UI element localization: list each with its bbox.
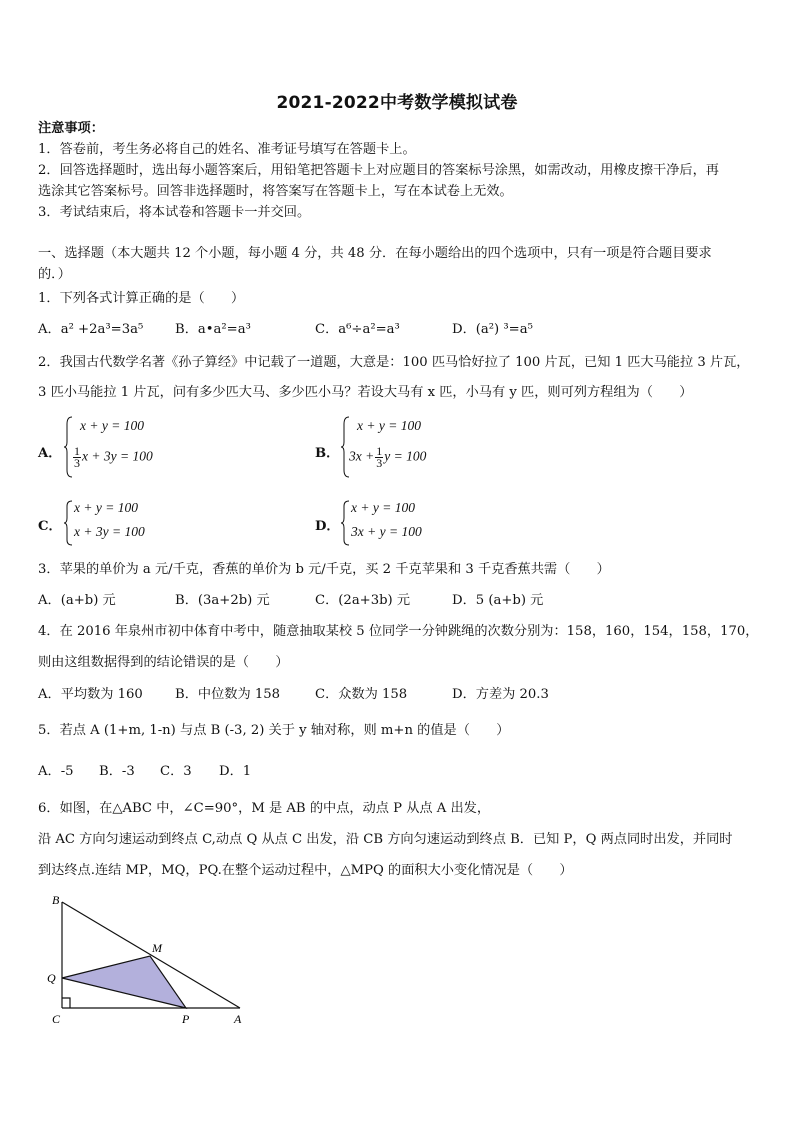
label-p: P	[182, 1012, 190, 1026]
q4-stem-line-2: 则由这组数据得到的结论错误的是（ ）	[38, 655, 289, 670]
q3-option-d: D．5 (a+b) 元	[452, 593, 544, 608]
q5-option-d: D．1	[219, 764, 252, 779]
q3-option-b: B．(3a+2b) 元	[175, 593, 270, 608]
notes-heading: 注意事项：	[38, 121, 104, 136]
mpq-shaded-triangle	[62, 956, 186, 1008]
q3-option-a: A．(a+b) 元	[38, 593, 116, 608]
q2-option-c	[38, 498, 288, 562]
q2-a-eq2: $\frac{1}{3}$ x + 3y = 100	[74, 444, 153, 470]
q5-option-c: C．3	[160, 764, 192, 779]
q2-option-b	[315, 416, 565, 480]
brace-icon	[341, 500, 351, 546]
triangle-figure	[40, 890, 260, 1030]
q1-option-b: B．a•a²=a³	[175, 322, 251, 337]
q2-option-a	[38, 416, 288, 480]
q2-b-eq1: x + y = 100	[357, 418, 421, 433]
q2-stem-line-1: 2．我国古代数学名著《孙子算经》中记载了一道题，大意是：100 匹马恰好拉了 100 片瓦，已知 1 匹大马能拉 3 片瓦，	[38, 355, 750, 370]
q2-option-d-label: D．	[315, 519, 340, 534]
section-heading-line-1: 一、选择题（本大题共 12 个小题，每小题 4 分，共 48 分．在每小题给出的四个选项中，只有一项是符合题目要求	[38, 246, 712, 261]
label-q: Q	[47, 971, 56, 985]
q2-option-a-label: A．	[38, 446, 62, 461]
q3-option-c: C．(2a+3b) 元	[315, 593, 411, 608]
q2-a-eq1: x + y = 100	[80, 418, 144, 433]
q2-option-b-label: B．	[315, 446, 340, 461]
q4-option-a: A．平均数为 160	[38, 687, 143, 702]
q4-option-c: C．众数为 158	[315, 687, 408, 702]
q6-stem-line-2: 沿 AC 方向匀速运动到终点 C,动点 Q 从点 C 出发，沿 CB 方向匀速运动到终点 B．已知 P，Q 两点同时出发，并同时	[38, 832, 733, 847]
label-m: M	[152, 941, 162, 955]
q3-stem: 3．苹果的单价为 a 元/千克，香蕉的单价为 b 元/千克，买 2 千克苹果和 3 千克香蕉共需（ ）	[38, 562, 610, 577]
q2-c-eq1: x + y = 100	[74, 500, 138, 515]
q6-stem-line-3: 到达终点.连结 MP，MQ，PQ.在整个运动过程中，△MPQ 的面积大小变化情况是（ ）	[38, 863, 573, 878]
q4-option-b: B．中位数为 158	[175, 687, 280, 702]
q2-d-eq1: x + y = 100	[351, 500, 415, 515]
note-line-1: 1．答卷前，考生务必将自己的姓名、准考证号填写在答题卡上。	[38, 142, 416, 157]
brace-icon	[64, 500, 74, 546]
q2-stem-line-2: 3 匹小马能拉 1 片瓦，问有多少匹大马、多少匹小马？若设大马有 x 匹，小马有 y 匹，则可列方程组为（ ）	[38, 385, 693, 400]
label-a: A	[234, 1012, 242, 1026]
q4-option-d: D．方差为 20.3	[452, 687, 549, 702]
q1-option-c: C．a⁶÷a²=a³	[315, 322, 400, 337]
label-c: C	[52, 1012, 61, 1026]
one-third-fraction: $\frac{1}{3}$	[376, 444, 383, 470]
one-third-fraction: $\frac{1}{3}$	[74, 444, 80, 470]
section-heading-line-2: 的．）	[38, 267, 71, 282]
right-angle-mark	[62, 998, 70, 1008]
label-b: B	[52, 893, 60, 907]
q1-stem: 1．下列各式计算正确的是（ ）	[38, 291, 245, 306]
q5-stem: 5．若点 A (1+m, 1-n) 与点 B (-3, 2) 关于 y 轴对称，则 m+n 的值是（ ）	[38, 723, 510, 738]
q1-option-d: D．(a²) ³=a⁵	[452, 322, 533, 337]
q2-option-d	[315, 498, 565, 562]
note-line-3: 选涂其它答案标号。回答非选择题时，将答案写在答题卡上，写在本试卷上无效。	[38, 184, 513, 199]
q6-stem-line-1: 6．如图，在△ABC 中，∠C=90°，M 是 AB 的中点，动点 P 从点 A 出发，	[38, 801, 491, 816]
q4-stem-line-1: 4．在 2016 年泉州市初中体育中考中，随意抽取某校 5 位同学一分钟跳绳的次数分别为：158，160，154，158，170，	[38, 624, 759, 639]
q2-option-c-label: C．	[38, 519, 62, 534]
page-title: 2021-2022中考数学模拟试卷	[276, 93, 518, 113]
note-line-2: 2．回答选择题时，选出每小题答案后，用铅笔把答题卡上对应题目的答案标号涂黑，如需改动，用橡皮擦干净后，再	[38, 163, 719, 178]
q1-option-a: A．a² +2a³=3a⁵	[38, 322, 144, 337]
q2-d-eq2: 3x + y = 100	[351, 524, 422, 539]
note-line-4: 3．考试结束后，将本试卷和答题卡一并交回。	[38, 205, 311, 220]
q2-b-eq2: 3x + $\frac{1}{3}$ y = 100	[349, 444, 427, 470]
q5-option-a: A．-5	[38, 764, 74, 779]
q2-c-eq2: x + 3y = 100	[74, 524, 145, 539]
q5-option-b: B．-3	[99, 764, 135, 779]
